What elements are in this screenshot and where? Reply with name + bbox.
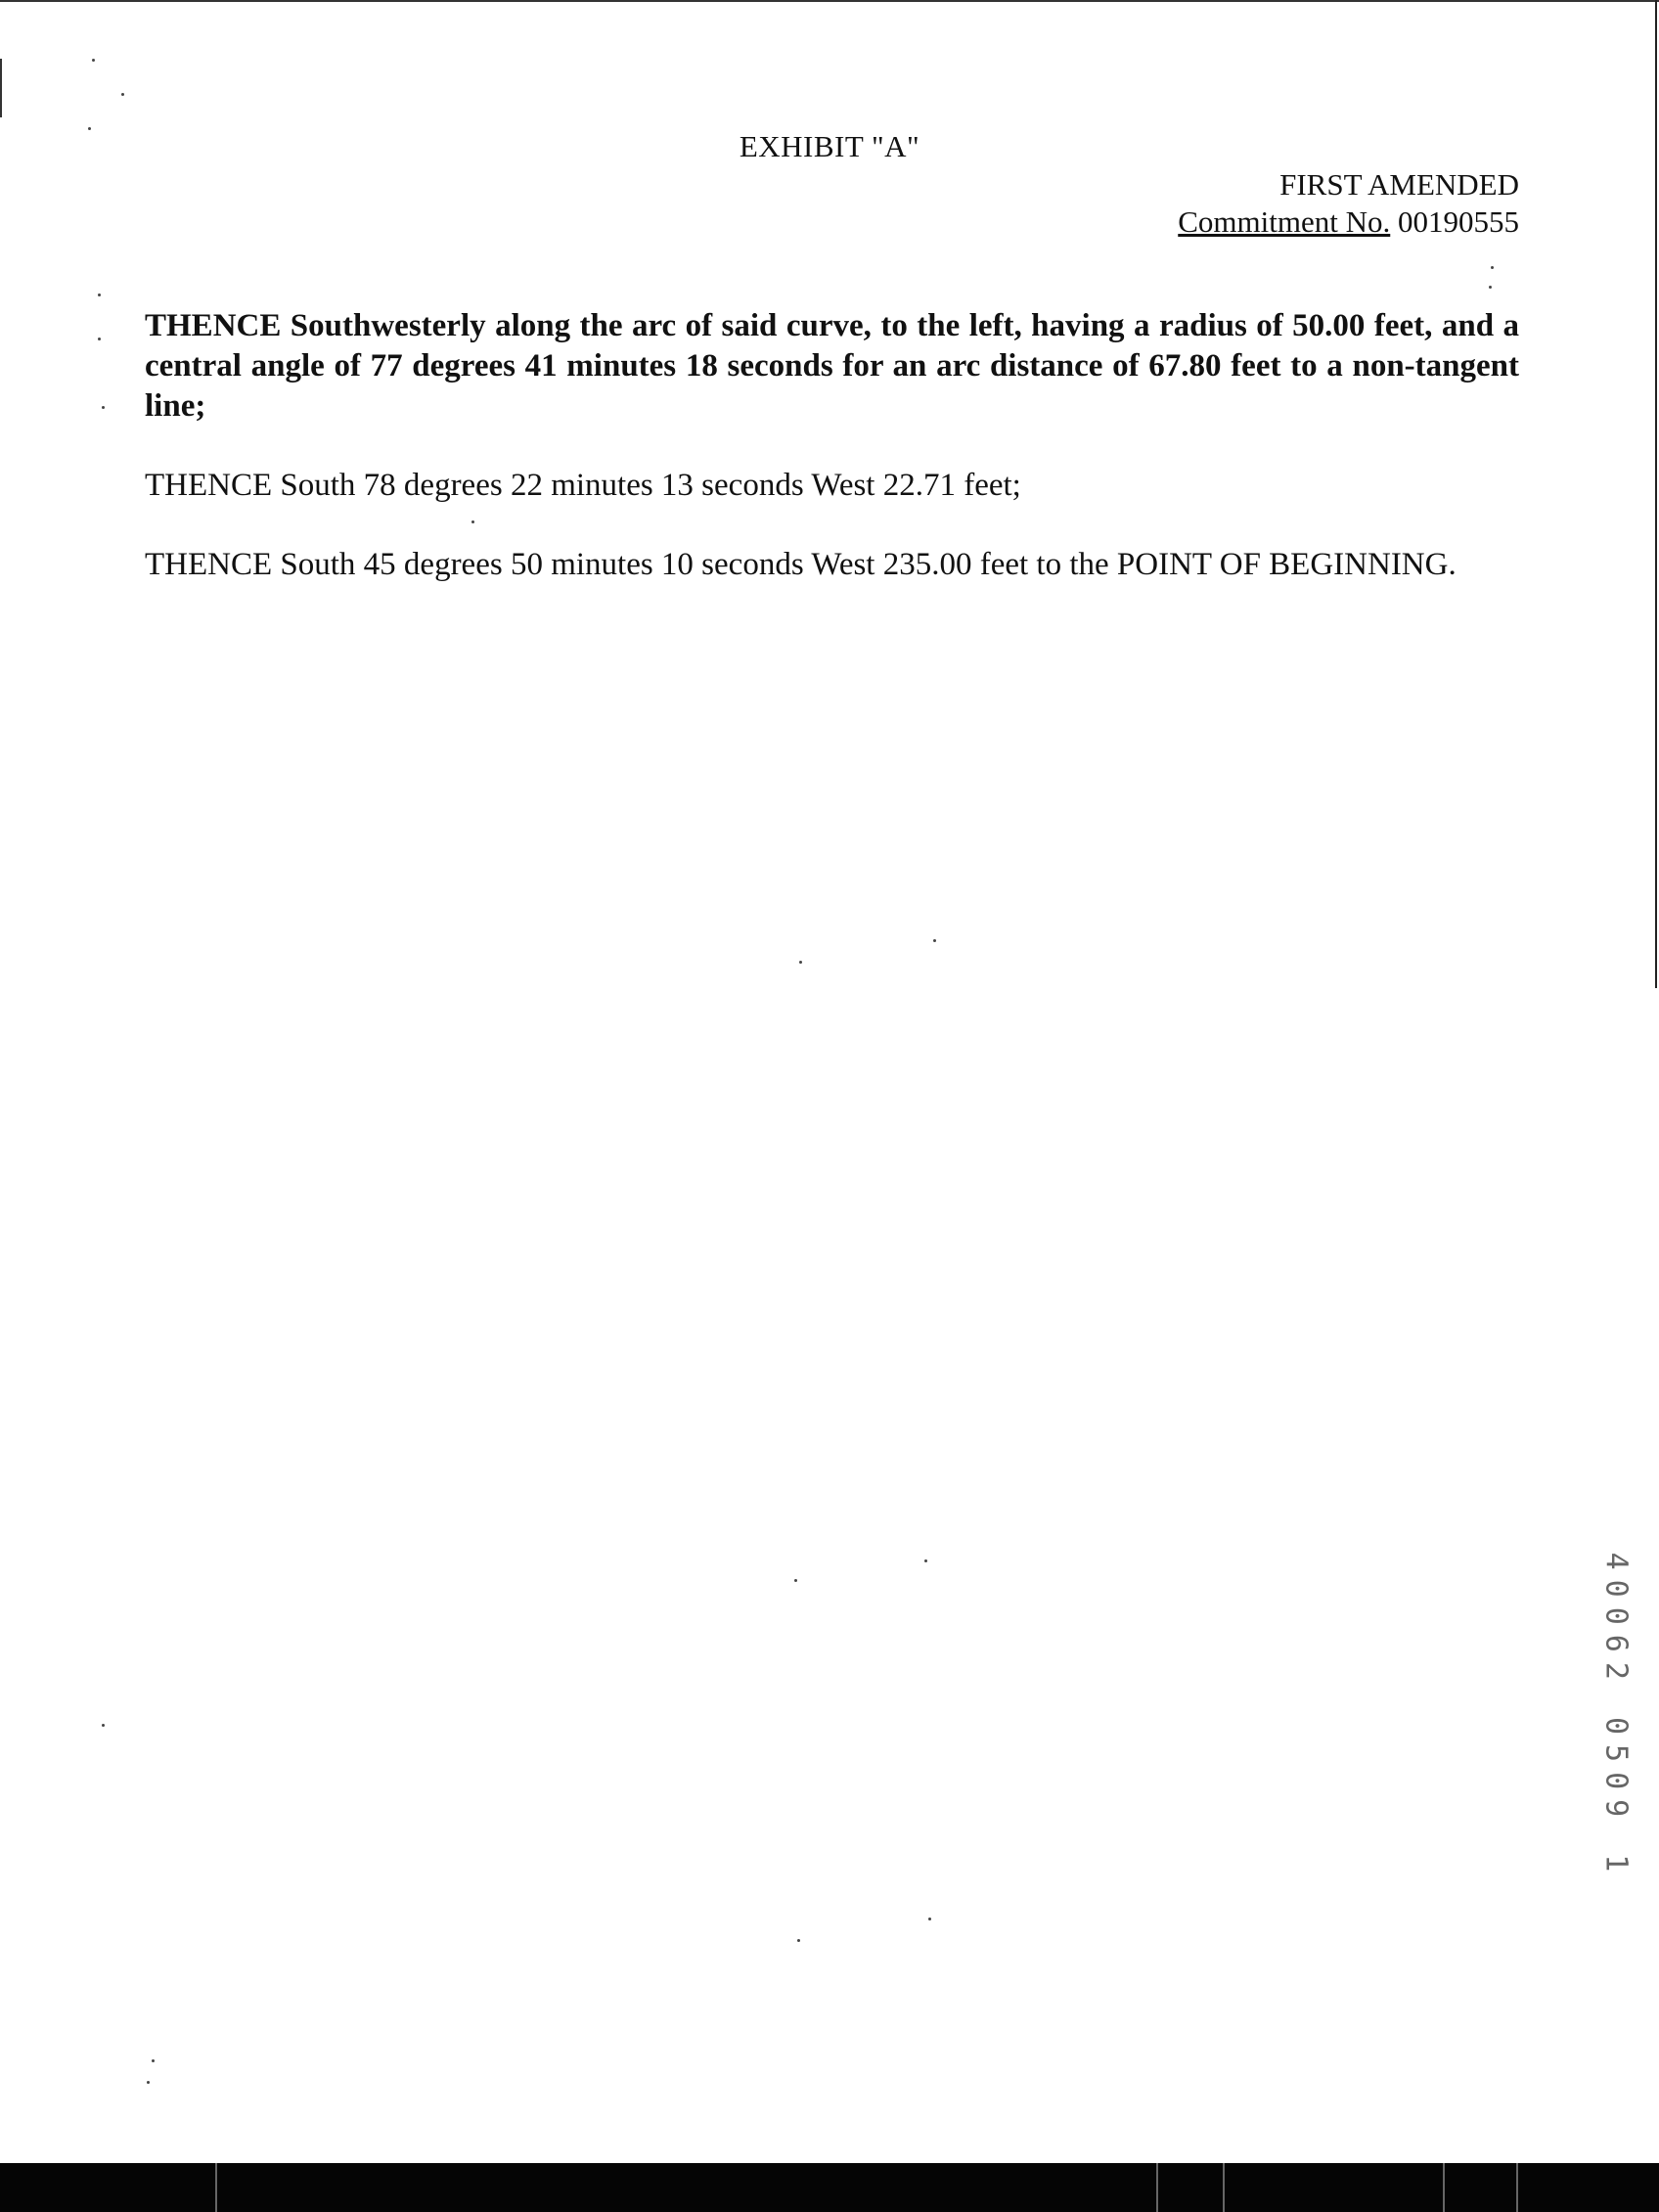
scan-speck [102, 1724, 105, 1727]
scan-speck [121, 93, 124, 96]
amended-label: FIRST AMENDED [1279, 167, 1519, 202]
scan-bottom-bar [0, 2163, 1659, 2212]
scan-speck [933, 939, 936, 942]
scan-speck [88, 127, 91, 130]
paragraph-south-78: THENCE South 78 degrees 22 minutes 13 seconds West 22.71 feet; [145, 468, 1021, 503]
scan-speck [147, 2081, 150, 2084]
scan-speck [924, 1559, 927, 1562]
scan-speck [794, 1579, 797, 1582]
scan-speck [98, 338, 101, 340]
scan-top-edge [0, 0, 1659, 2]
commitment-header [1178, 166, 1519, 241]
side-stamp [1596, 1551, 1636, 1883]
bar-gap [1516, 2163, 1518, 2212]
legal-description [145, 306, 1519, 624]
commitment-label: Commitment No. [1178, 204, 1391, 239]
scan-speck [152, 2059, 155, 2062]
scan-speck [92, 59, 95, 62]
bar-gap [215, 2163, 217, 2212]
paragraph-south-45: THENCE South 45 degrees 50 minutes 10 seconds West 235.00 feet to the POINT OF BEGINNING. [145, 547, 1457, 582]
scan-speck [928, 1918, 931, 1920]
commitment-line [1178, 203, 1519, 241]
scan-speck [102, 406, 105, 409]
scan-speck [1489, 286, 1492, 289]
scan-left-edge [0, 59, 2, 117]
bar-gap [1443, 2163, 1445, 2212]
bar-gap [1223, 2163, 1225, 2212]
scan-speck [471, 520, 474, 523]
side-stamp-number: 40062 0509 1 [1598, 1552, 1634, 1882]
scan-speck [797, 1939, 800, 1942]
scan-speck [98, 293, 101, 296]
scan-speck [1491, 266, 1494, 269]
exhibit-title: EXHIBIT "A" [739, 129, 920, 163]
scan-speck [799, 961, 802, 964]
bar-gap [1156, 2163, 1158, 2212]
paragraph-arc: THENCE Southwesterly along the arc of said curve, to the left, having a radius of 50.00 feet, and a central angle of 77 degrees 41 minutes 18 seconds for an arc distance of 67.80 feet to a non-tangent line; [145, 308, 1519, 424]
commitment-number: 00190555 [1398, 204, 1519, 239]
